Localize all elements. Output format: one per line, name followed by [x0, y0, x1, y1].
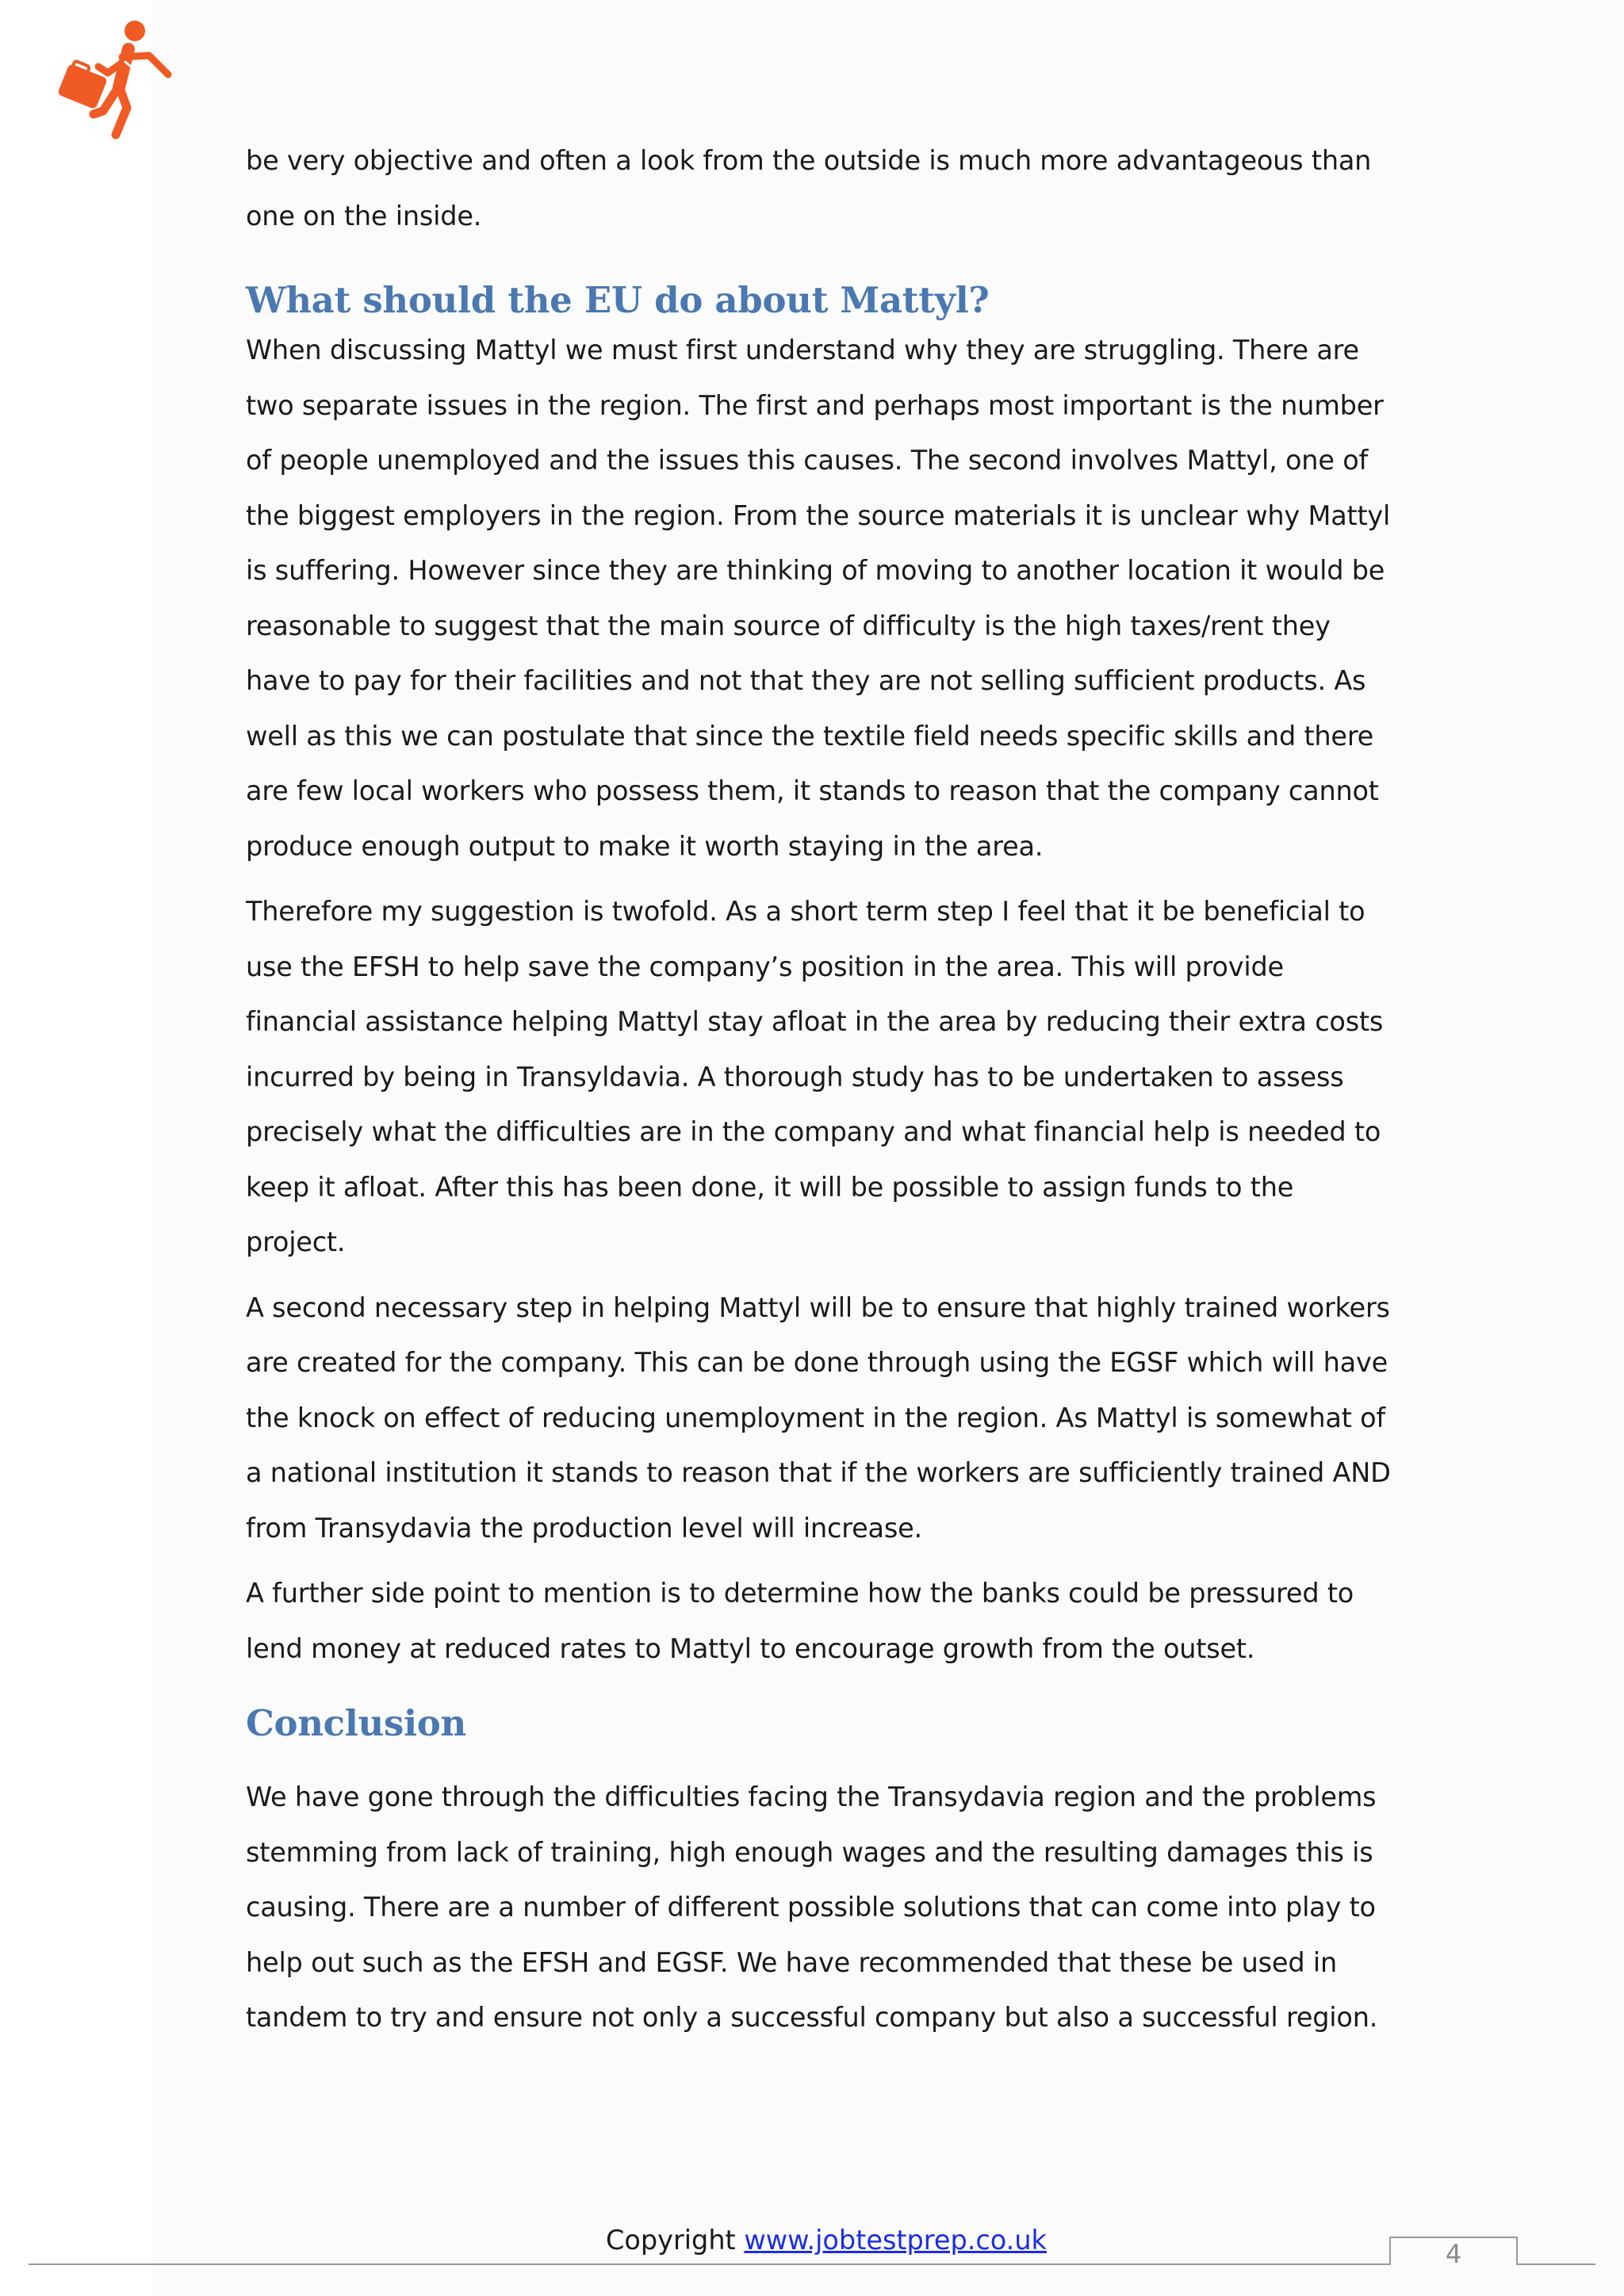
- jobtestprep-link[interactable]: www.jobtestprep.co.uk: [744, 2225, 1047, 2256]
- page-number: 4: [1389, 2237, 1518, 2265]
- intro-paragraph: be very objective and often a look from the outside is much more advantageous than one on the inside.: [246, 145, 1372, 232]
- copyright-label: Copyright: [606, 2225, 736, 2256]
- paragraph: A further side point to mention is to determine how the banks could be pressured to lend money at reduced rates to Mattyl to encourage growth from the outset.: [246, 1578, 1354, 1664]
- paragraph: Therefore my suggestion is twofold. As a short term step I feel that it be beneficial to use the EFSH to help save the company’s position in the area. This will provide financial assistance helping Mattyl stay afloat in the area by reducing their extra costs incurred by being in Transyldavia. A thorough study has to be undertaken to assess precisely what the difficulties are in the company and what financial help is needed to keep it afloat. After this has been done, it will be possible to assign funds to the project.: [246, 896, 1384, 1257]
- running-businessman-logo-icon: [49, 17, 184, 152]
- section-heading-conclusion: Conclusion: [246, 1702, 466, 1744]
- paragraph: We have gone through the difficulties facing the Transydavia region and the problems stemming from lack of training, high enough wages and the resulting damages this is causing. There are a number of different possible solutions that can come into play to help out such as the EFSH and EGSF. We have recommended that these be used in tandem to try and ensure not only a successful company but also a successful region.: [246, 1781, 1378, 2033]
- footer-divider: [29, 2263, 1389, 2265]
- paragraph: When discussing Mattyl we must first understand why they are struggling. There are two separate issues in the region. The first and perhaps most important is the number of people unemployed and the issues this causes. The second involves Mattyl, one of the biggest employers in the region. From the source materials it is unclear why Mattyl is suffering. However since they are thinking of moving to another location it would be reasonable to suggest that the main source of difficulty is the high taxes/rent they have to pay for their facilities and not that they are not selling sufficient products. As well as this we can postulate that since the textile field needs specific skills and there are few local workers who possess them, it stands to reason that the company cannot produce enough output to make it worth staying in the area.: [246, 335, 1391, 862]
- document-body: [246, 133, 1396, 2056]
- copyright-notice: [606, 2218, 1047, 2263]
- page-footer: [0, 2218, 1624, 2296]
- section-heading-mattyl: What should the EU do about Mattyl?: [246, 279, 990, 321]
- footer-divider: [1516, 2263, 1595, 2265]
- paragraph: A second necessary step in helping Mattyl will be to ensure that highly trained workers are created for the company. This can be done through using the EGSF which will have the knock on effect of reducing unemployment in the region. As Mattyl is somewhat of a national institution it stands to reason that if the workers are sufficiently trained AND from Transydavia the production level will increase.: [246, 1292, 1391, 1544]
